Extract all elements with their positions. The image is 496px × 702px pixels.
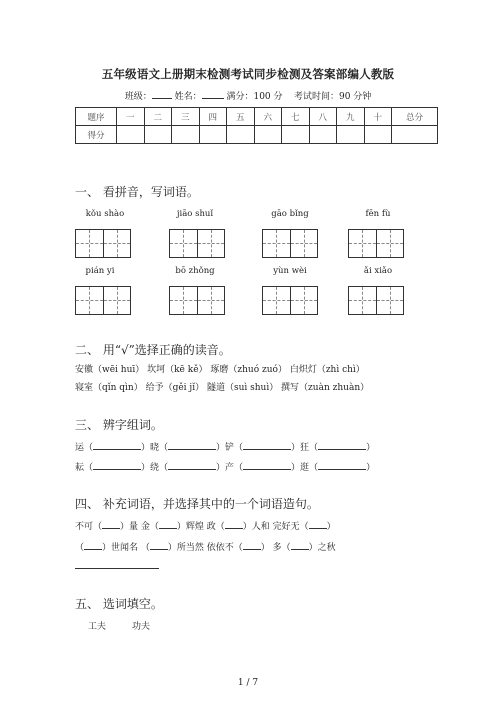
table-cell: 六 xyxy=(254,108,282,126)
sentence-answer-line[interactable] xyxy=(75,568,159,569)
score-cell[interactable] xyxy=(364,126,392,144)
word-prompt: ）狂（ xyxy=(291,443,319,453)
pinyin-label: fēn fù xyxy=(365,209,391,219)
score-cell[interactable] xyxy=(309,126,337,144)
answer-blank[interactable] xyxy=(243,541,261,550)
table-cell: 四 xyxy=(199,108,227,126)
answer-blank[interactable] xyxy=(291,541,309,550)
idiom-prompt: ）所当然 依依不（ xyxy=(167,543,243,553)
table-cell: 一 xyxy=(117,108,145,126)
table-cell: 题序 xyxy=(76,108,117,126)
word-prompt: 耘（ xyxy=(75,463,94,473)
idiom-prompt: ） xyxy=(326,522,336,532)
writing-grid[interactable] xyxy=(75,286,131,315)
score-cell[interactable] xyxy=(117,126,145,144)
answer-blank[interactable] xyxy=(93,461,141,470)
table-cell: 得分 xyxy=(76,126,117,144)
word-prompt: ）晓（ xyxy=(141,443,169,453)
score-cell[interactable] xyxy=(254,126,282,144)
idiom-line-2 xyxy=(75,540,336,553)
answer-blank[interactable] xyxy=(93,441,141,450)
writing-grid[interactable] xyxy=(169,286,225,315)
page-number: 1 / 7 xyxy=(237,678,259,688)
score-cell[interactable] xyxy=(392,126,438,144)
score-cell[interactable] xyxy=(144,126,172,144)
word-prompt: ）绕（ xyxy=(141,463,169,473)
idiom-prompt: ）世闻名 （ xyxy=(102,543,150,553)
pinyin-label: gāo bǐng xyxy=(271,209,309,219)
pinyin-label: ǎi xiǎo xyxy=(363,266,393,276)
pinyin-label: kǒu shào xyxy=(85,209,125,219)
table-cell: 五 xyxy=(227,108,255,126)
table-cell: 九 xyxy=(337,108,365,126)
idiom-prompt: 不可（ xyxy=(75,522,103,532)
answer-blank[interactable] xyxy=(309,520,327,529)
name-blank xyxy=(202,89,224,99)
section-5-heading: 五、 选词填空。 xyxy=(75,597,163,611)
section-3-heading: 三、 辨字组词。 xyxy=(75,418,163,432)
word-prompt: ）逛（ xyxy=(291,463,319,473)
pinyin-label: pián yi xyxy=(85,266,115,276)
word-option: 功夫 xyxy=(132,622,151,632)
idiom-prompt: ） 多（ xyxy=(260,543,291,553)
word-group-line-1 xyxy=(75,440,375,453)
answer-blank[interactable] xyxy=(168,441,216,450)
score-table-header-row xyxy=(76,108,438,126)
writing-grid[interactable] xyxy=(75,229,131,258)
table-cell: 十 xyxy=(364,108,392,126)
word-prompt: ）铲（ xyxy=(216,443,244,453)
page-title: 五年级语文上册期末检测考试同步检测及答案部编人教版 xyxy=(101,67,395,81)
writing-grid[interactable] xyxy=(262,286,318,315)
word-prompt: ）产（ xyxy=(216,463,244,473)
section-4-heading: 四、 补充词语，并选择其中的一个词语造句。 xyxy=(75,497,319,511)
idiom-prompt: ）辉煌 政（ xyxy=(176,522,225,532)
score-cell[interactable] xyxy=(172,126,200,144)
score-cell[interactable] xyxy=(282,126,310,144)
idiom-prompt: ）之秋 xyxy=(308,543,336,553)
writing-grid[interactable] xyxy=(348,229,404,258)
writing-grid[interactable] xyxy=(262,229,318,258)
score-table xyxy=(75,107,438,144)
pinyin-label: bō zhǒng xyxy=(175,266,215,276)
table-cell: 八 xyxy=(309,108,337,126)
score-cell[interactable] xyxy=(227,126,255,144)
pronunciation-line-1: 安徽（wēi huī） 坎坷（kē kě） 琢磨（zhuó zuó） 白炽灯（zhì chì） xyxy=(75,365,365,375)
class-label: 班级： xyxy=(124,92,152,102)
word-prompt: ） xyxy=(366,443,376,453)
score-table-score-row xyxy=(76,126,438,144)
name-label: 姓名： xyxy=(174,92,202,102)
answer-blank[interactable] xyxy=(318,441,366,450)
score-cell[interactable] xyxy=(337,126,365,144)
time-label: 考试时间：90 分钟 xyxy=(293,92,372,102)
exam-info xyxy=(0,89,496,102)
idiom-prompt: （ xyxy=(75,543,85,553)
answer-blank[interactable] xyxy=(159,520,177,529)
word-prompt: 运（ xyxy=(75,443,94,453)
table-cell: 二 xyxy=(144,108,172,126)
pronunciation-line-2: 寝室（qǐn qìn） 给予（gěi jǐ） 隧道（suì shuì） 撰写（zuàn zhuàn） xyxy=(75,383,370,393)
word-prompt: ） xyxy=(366,463,376,473)
answer-blank[interactable] xyxy=(168,461,216,470)
answer-blank[interactable] xyxy=(318,461,366,470)
section-1-heading: 一、 看拼音，写词语。 xyxy=(75,185,199,199)
answer-blank[interactable] xyxy=(243,461,291,470)
table-cell: 七 xyxy=(282,108,310,126)
section-2-heading: 二、 用“√”选择正确的读音。 xyxy=(75,343,231,357)
answer-blank[interactable] xyxy=(84,541,102,550)
answer-blank[interactable] xyxy=(102,520,120,529)
score-label: 满分：100 分 xyxy=(226,92,283,102)
idiom-prompt: ）人和 完好无（ xyxy=(242,522,309,532)
answer-blank[interactable] xyxy=(225,520,243,529)
idiom-line-1 xyxy=(75,519,336,532)
score-cell[interactable] xyxy=(199,126,227,144)
table-cell: 总分 xyxy=(392,108,438,126)
class-blank xyxy=(152,89,172,99)
answer-blank[interactable] xyxy=(243,441,291,450)
pinyin-label: jiāo shuǐ xyxy=(176,209,214,219)
writing-grid[interactable] xyxy=(348,286,404,315)
answer-blank[interactable] xyxy=(150,541,168,550)
pinyin-label: yùn wèi xyxy=(273,266,307,276)
idiom-prompt: ）量 金（ xyxy=(120,522,159,532)
writing-grid[interactable] xyxy=(169,229,225,258)
table-cell: 三 xyxy=(172,108,200,126)
word-group-line-2 xyxy=(75,460,375,473)
word-option: 工夫 xyxy=(88,622,107,632)
